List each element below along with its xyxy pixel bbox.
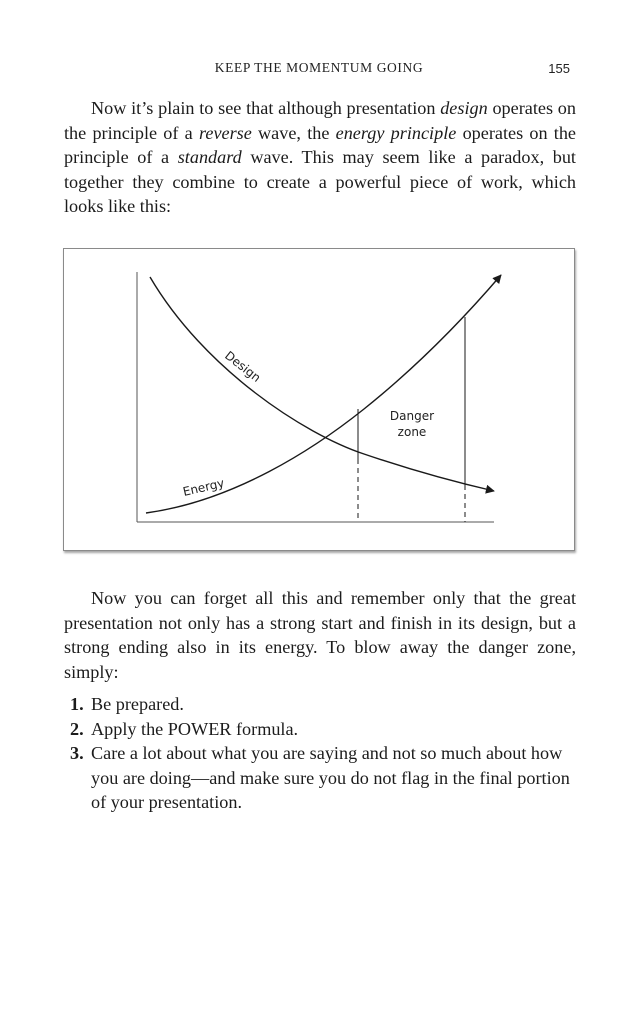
para1-text-3: wave, the — [251, 122, 336, 143]
step-item — [64, 717, 576, 742]
paragraph-summary: Now you can forget all this and remember only that the great presentation not only has a strong start and finish in its design, but a strong ending also in its energy. To blow away the danger zone, simply: — [64, 588, 576, 682]
para1-italic-energy-principle: energy principle — [335, 122, 457, 143]
energy-label: Energy — [181, 475, 226, 499]
paragraph-intro — [64, 96, 576, 219]
para1-text-5: wave. This may seem like a paradox, but together they combine to create a powerful piece of work, which looks like this: — [64, 147, 576, 217]
danger-zone-label-line1: Danger — [389, 409, 435, 423]
design-curve — [150, 277, 494, 491]
page-number: 155 — [548, 61, 570, 76]
steps-list — [64, 692, 576, 815]
para1-text-2: operates on the principle of a — [64, 98, 576, 143]
step-item — [64, 741, 576, 815]
step-item — [64, 692, 576, 717]
step-number: 1. — [70, 694, 84, 714]
para1-text-4: operates on the principle of a — [64, 122, 577, 168]
para1-italic-design: design — [440, 98, 488, 118]
design-energy-diagram — [64, 249, 576, 552]
step-text: Be prepared. — [91, 694, 184, 714]
step-number: 3. — [70, 743, 84, 764]
step-text: Care a lot about what you are saying and not so much about how you are doing—and make sure you do not flag in the final portion of your presentation. — [91, 743, 570, 813]
energy-curve — [146, 275, 501, 513]
step-number: 2. — [70, 718, 84, 739]
running-title: KEEP THE MOMENTUM GOING — [214, 60, 424, 75]
page-header — [64, 60, 574, 82]
para1-text-1: Now it’s plain to see that although presentation — [91, 98, 441, 118]
para1-italic-standard: standard — [177, 147, 242, 168]
design-energy-figure — [63, 248, 575, 551]
para1-italic-reverse: reverse — [198, 122, 252, 143]
step-text: Apply the POWER formula. — [91, 718, 299, 739]
danger-zone-label-line2: zone — [397, 425, 427, 439]
design-label: Design — [222, 348, 264, 385]
